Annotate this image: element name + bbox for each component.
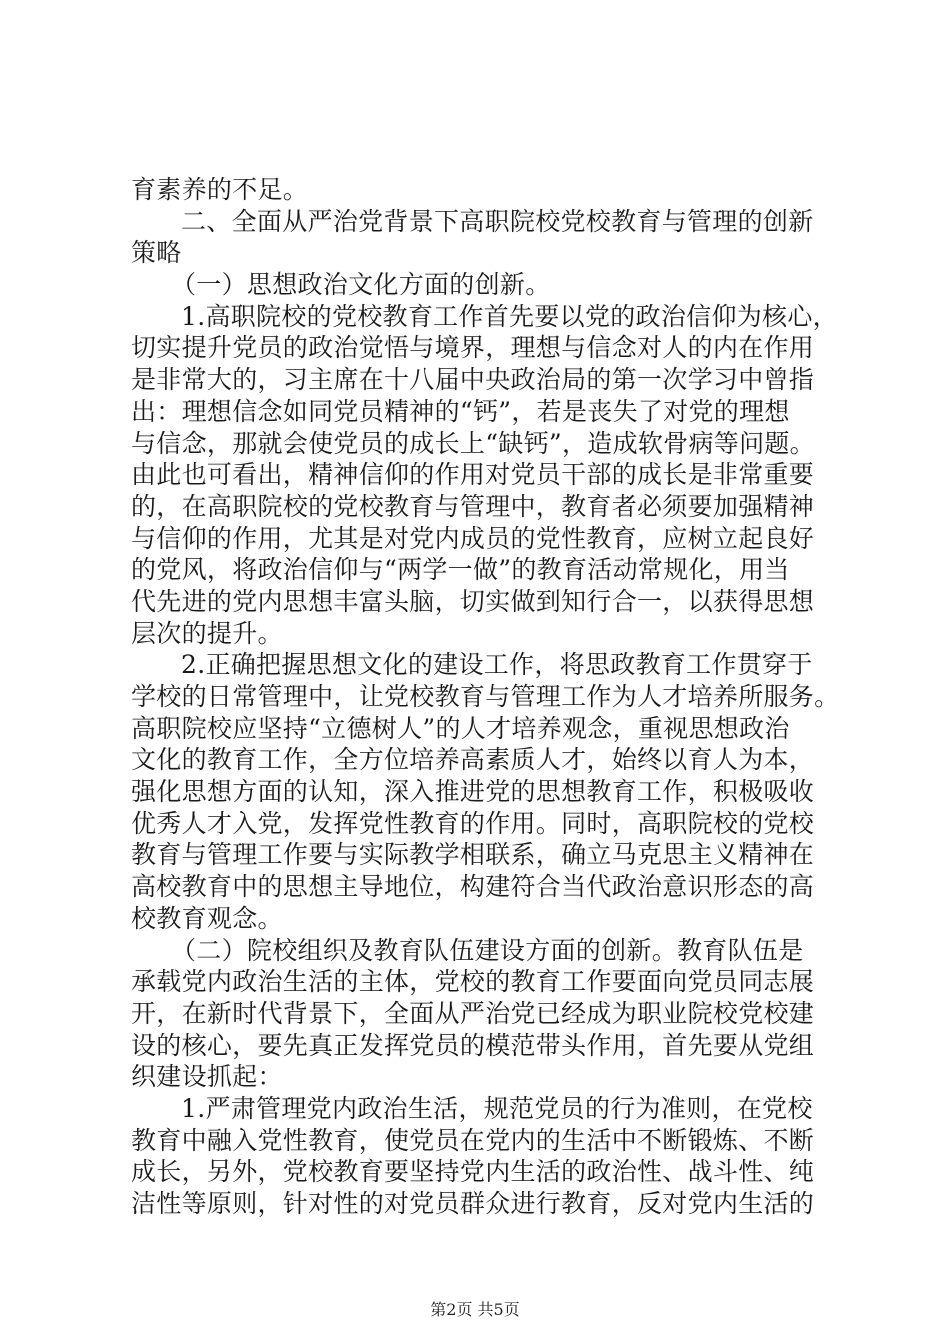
text-line: 织建设抓起： — [131, 1062, 283, 1092]
text-line: 由此也可看出，精神信仰的作用对党员干部的成长是非常重要 — [131, 460, 815, 490]
text-line: 出：理想信念如同党员精神的“钙”，若是丧失了对党的理想 — [131, 396, 790, 426]
text-line: 1.高职院校的党校教育工作首先要以党的政治信仰为核心， — [181, 301, 838, 331]
text-line: 教育中融入党性教育，使党员在党内的生活中不断锻炼、不断 — [131, 1125, 815, 1155]
text-line: 的党风，将政治信仰与“两学一做”的教育活动常规化，用当 — [131, 555, 790, 585]
text-line: 高校教育中的思想主导地位，构建符合当代政治意识形态的高 — [131, 872, 815, 902]
text-line: 代先进的党内思想丰富头脑，切实做到知行合一，以获得思想 — [131, 586, 815, 616]
text-line: 教育与管理工作要与实际教学相联系，确立马克思主义精神在 — [131, 840, 815, 870]
text-line: 的，在高职院校的党校教育与管理中，教育者必须要加强精神 — [131, 491, 815, 521]
section-heading: 二、全面从严治党背景下高职院校党校教育与管理的创新 — [181, 206, 814, 236]
subsection-heading: （一）思想政治文化方面的创新。 — [171, 270, 551, 300]
text-line: 与信仰的作用，尤其是对党内成员的党性教育，应树立起良好 — [131, 523, 815, 553]
page-number-footer: 第2页 共5页 — [430, 1300, 520, 1319]
text-line: 层次的提升。 — [131, 618, 283, 648]
text-line: 2.正确把握思想文化的建设工作，将思政教育工作贯穿于 — [181, 650, 813, 680]
text-line: 1.严肃管理党内政治生活，规范党员的行为准则，在党校 — [181, 1093, 813, 1123]
text-line: 学校的日常管理中，让党校教育与管理工作为人才培养所服务。 — [131, 682, 840, 711]
text-line: 承载党内政治生活的主体，党校的教育工作要面向党员同志展 — [131, 967, 815, 997]
text-line: 洁性等原则，针对性的对党员群众进行教育，反对党内生活的 — [131, 1189, 815, 1218]
text-line: 育素养的不足。 — [131, 175, 309, 204]
text-line: 开，在新时代背景下，全面从严治党已经成为职业院校党校建 — [131, 998, 815, 1028]
document-body — [131, 174, 840, 1220]
text-line: 设的核心，要先真正发挥党员的模范带头作用，首先要从党组 — [131, 1030, 815, 1060]
text-line: 与信念，那就会使党员的成长上“缺钙”，造成软骨病等问题。 — [131, 428, 815, 458]
text-line: 校教育观念。 — [131, 903, 283, 933]
text-line: 是非常大的，习主席在十八届中央政治局的第一次学习中曾指 — [131, 365, 815, 395]
subsection-heading: （二）院校组织及教育队伍建设方面的创新。教育队伍是 — [171, 935, 804, 965]
section-heading-continued: 策略 — [131, 238, 182, 268]
text-line: 成长，另外，党校教育要坚持党内生活的政治性、战斗性、纯 — [131, 1157, 815, 1187]
text-line: 高职院校应坚持“立德树人”的人才培养观念，重视思想政治 — [131, 713, 790, 743]
text-line: 文化的教育工作，全方位培养高素质人才，始终以育人为本， — [131, 745, 815, 775]
text-line: 优秀人才入党，发挥党性教育的作用。同时，高职院校的党校 — [131, 808, 815, 838]
text-line: 切实提升党员的政治觉悟与境界，理想与信念对人的内在作用 — [131, 333, 815, 363]
text-line: 强化思想方面的认知，深入推进党的思想教育工作，积极吸收 — [131, 777, 815, 807]
